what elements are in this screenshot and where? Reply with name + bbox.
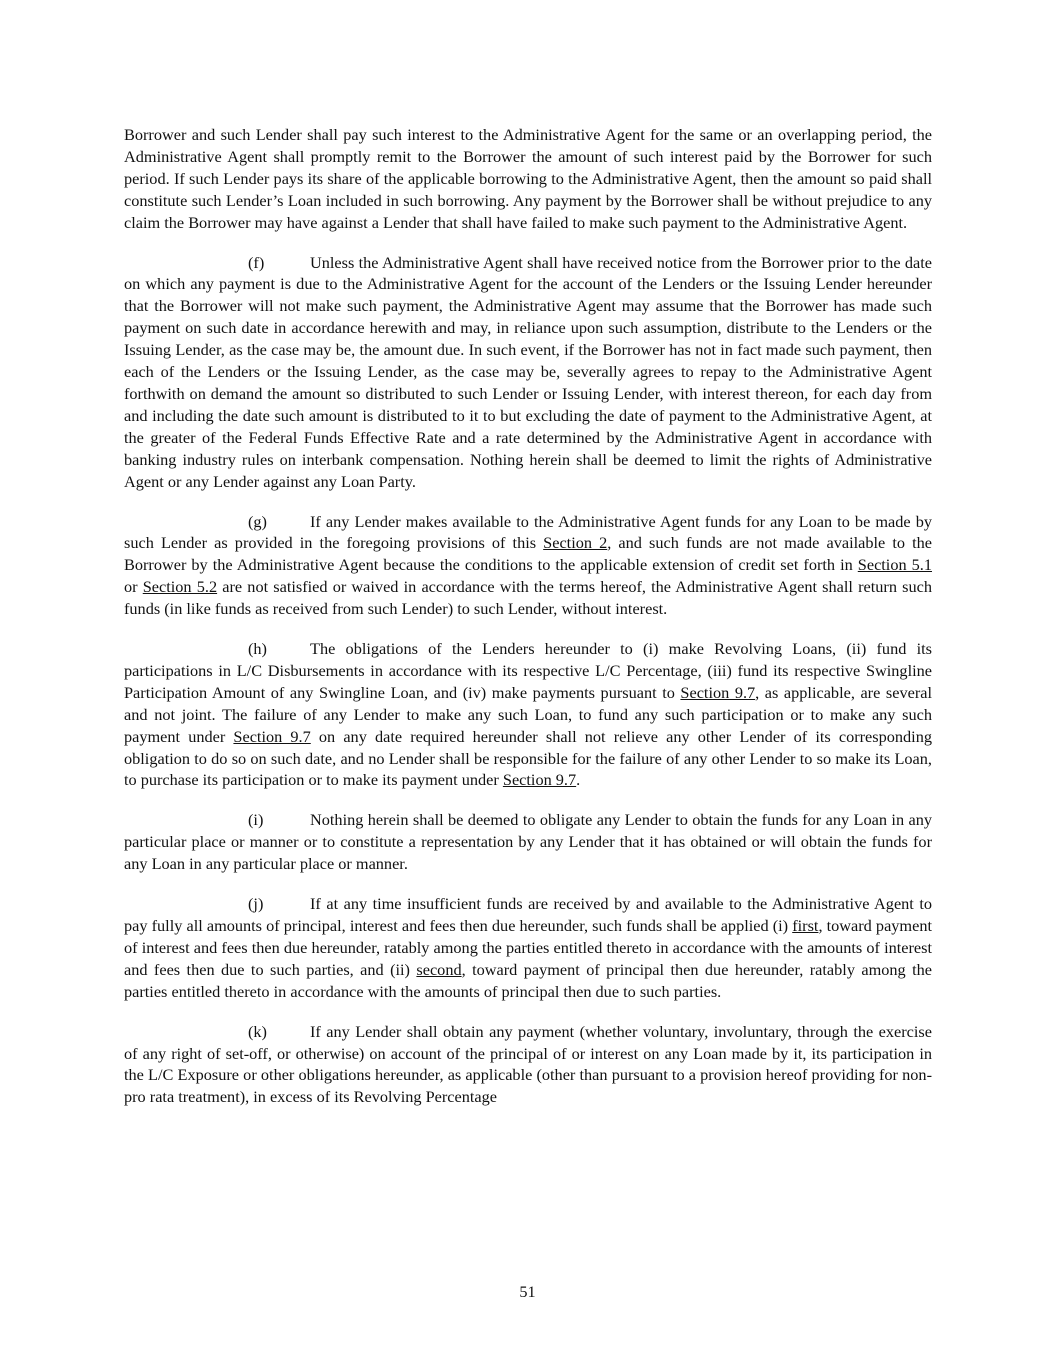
paragraph-continuation xyxy=(124,124,932,234)
paragraph-text: , toward payment of principal then due hereunder, ratably among the parties entitled thereto in accordance with the amounts of principal then due to such parties. xyxy=(124,959,932,1001)
paragraph-text: , as applicable, are several and not joint. The failure of any Lender to make any such Loan, to fund any such participation or to make any such payment under xyxy=(124,682,932,746)
paragraph-text: , toward payment of interest and fees then due hereunder, ratably among the parties entitled thereto in accordance with the amounts of interest and fees then due to such parties, and (ii) xyxy=(124,916,932,979)
paragraph-label: (i) xyxy=(248,810,264,830)
paragraph-text: Borrower and such Lender shall pay such interest to the Administrative Agent for the same or an overlapping period, the Administrative Agent shall promptly remit to the Borrower the amount of such interest paid by the Borrower for such period. If such Lender pays its share of the applicable borrowing to the Administrative Agent, then the amount so paid shall constitute such Lender’s Loan included in such borrowing. Any payment by the Borrower shall be without prejudice to any claim the Borrower may have against a Lender that shall have failed to make such payment to the Administrative Agent. xyxy=(124,125,932,232)
paragraph-label: (k) xyxy=(248,1021,267,1041)
paragraph-text: or xyxy=(124,577,143,597)
paragraph-text: If any Lender makes available to the Administrative Agent funds for any Loan to be made by such Lender as provided in the foregoing provisions of this xyxy=(124,511,932,553)
paragraph-text: The obligations of the Lenders hereunder to (i) make Revolving Loans, (ii) fund its participations in L/C Disbursements in accordance with its respective L/C Percentage, (iii) fund its respective Swingline Participation Amount of any Swingline Loan, and (iv) make payments pursuant to xyxy=(124,639,932,702)
section-reference: first xyxy=(792,916,819,935)
paragraph-k xyxy=(124,1021,932,1109)
paragraph-i xyxy=(124,809,932,875)
paragraph-text: If at any time insufficient funds are received by and available to the Administrative Agent to pay fully all amounts of principal, interest and fees then due hereunder, such funds shall be applied (i) xyxy=(124,894,932,935)
paragraph-list xyxy=(124,124,932,1108)
paragraph-label: (g) xyxy=(248,511,267,531)
paragraph-label: (j) xyxy=(248,894,264,914)
paragraph-label: (f) xyxy=(248,252,265,272)
section-reference: Section 9.7 xyxy=(680,682,756,702)
section-reference: Section 5.1 xyxy=(857,555,932,575)
paragraph-text: Unless the Administrative Agent shall have received notice from the Borrower prior to the date on which any payment is due to the Administrative Agent for the account of the Lenders or the Issuing Lender hereunder that the Borrower will not make such payment, the Administrative Agent may assume that the Borrower has made such payment on such date in accordance herewith and may, in reliance upon such assumption, distribute to the Lenders or the Issuing Lender, as the case may be, the amount due. In such event, if the Borrower has not in fact made such payment, then each of the Lenders or the Issuing Lender, as the case may be, severally agrees to repay to the Administrative Agent forthwith on demand the amount so distributed to such Lender or Issuing Lender, with interest thereon, for each day from and including the date such amount is distributed to it to but excluding the date of payment to the Administrative Agent, at the greater of the Federal Funds Effective Rate and a rate determined by the Administrative Agent in accordance with banking industry rules on interbank compensation. Nothing herein shall be deemed to limit the rights of Administrative Agent or any Lender against any Loan Party. xyxy=(124,252,932,491)
paragraph-text: If any Lender shall obtain any payment (whether voluntary, involuntary, through the exercise of any right of set-off, or otherwise) on account of the principal of or interest on any Loan made by it, its participation in the L/C Exposure or other obligations hereunder, as applicable (other than pursuant to a provision hereof providing for non-pro rata treatment), in excess of its Revolving Percentage xyxy=(124,1021,932,1107)
paragraph-text: . xyxy=(576,770,581,790)
paragraph-text: are not satisfied or waived in accordance with the terms hereof, the Administrative Agent shall return such funds (in like funds as received from such Lender) to such Lender, without interest. xyxy=(124,577,932,619)
section-reference: Section 9.7 xyxy=(233,726,311,746)
paragraph-text: on any date required hereunder shall not relieve any other Lender of its corresponding obligation to do so on such date, and no Lender shall be responsible for the failure of any other Lender to so make its Loan, to purchase its participation or to make its payment under xyxy=(124,726,932,790)
paragraph-text: , and such funds are not made available to the Borrower by the Administrative Agent because the conditions to the applicable extension of credit set forth in xyxy=(124,533,932,575)
document-page xyxy=(124,124,932,1126)
section-reference: Section 2 xyxy=(543,533,608,553)
section-reference: second xyxy=(416,959,462,979)
page-number: 51 xyxy=(519,1282,536,1301)
paragraph-j xyxy=(124,893,932,1003)
paragraph-label: (h) xyxy=(248,639,267,659)
paragraph-g xyxy=(124,511,932,621)
paragraph-f xyxy=(124,252,932,493)
section-reference: Section 9.7 xyxy=(502,770,577,790)
section-reference: Section 5.2 xyxy=(142,577,218,597)
paragraph-text: Nothing herein shall be deemed to obligate any Lender to obtain the funds for any Loan in any particular place or manner or to constitute a representation by any Lender that it has obtained or will obtain the funds for any Loan in any particular place or manner. xyxy=(124,810,932,874)
paragraph-h xyxy=(124,638,932,791)
